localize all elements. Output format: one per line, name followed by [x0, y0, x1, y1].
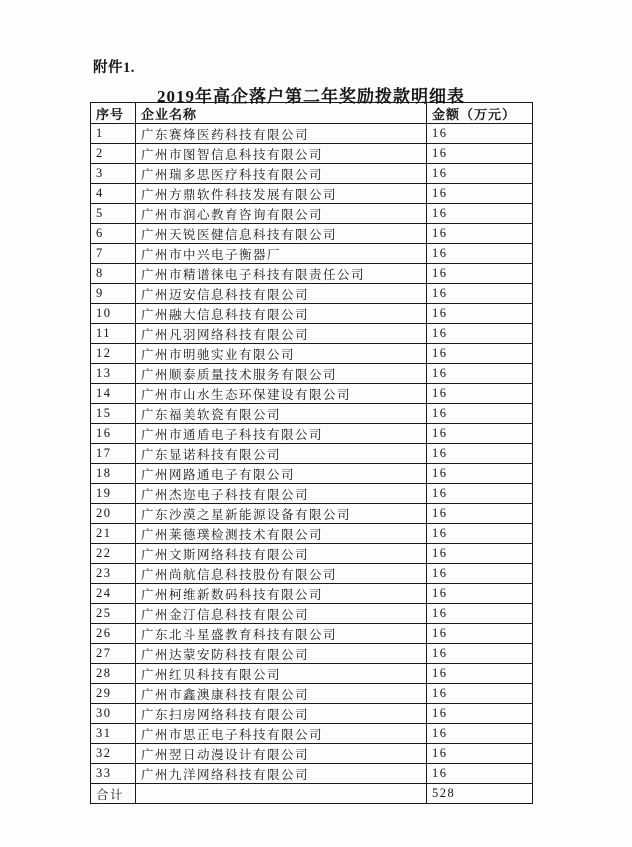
cell-serial-number: 9 [91, 284, 136, 304]
cell-serial-number: 20 [91, 504, 136, 524]
cell-serial-number: 7 [91, 244, 136, 264]
cell-serial-number: 26 [91, 624, 136, 644]
cell-amount: 16 [427, 664, 533, 684]
cell-serial-number: 29 [91, 684, 136, 704]
cell-serial-number: 2 [91, 144, 136, 164]
cell-amount: 16 [427, 724, 533, 744]
cell-company-name: 广东显诺科技有限公司 [136, 444, 427, 464]
cell-amount: 16 [427, 364, 533, 384]
cell-serial-number: 30 [91, 704, 136, 724]
attachment-label: 附件1. [93, 60, 135, 76]
cell-serial-number: 17 [91, 444, 136, 464]
cell-amount: 16 [427, 484, 533, 504]
cell-serial-number: 11 [91, 324, 136, 344]
cell-company-name: 广州网路通电子有限公司 [136, 464, 427, 484]
cell-company-name: 广州柯维新数码科技有限公司 [136, 584, 427, 604]
cell-amount: 16 [427, 584, 533, 604]
cell-serial-number: 31 [91, 724, 136, 744]
cell-company-name: 广州市思正电子科技有限公司 [136, 724, 427, 744]
table-row [91, 404, 533, 424]
cell-company-name: 广州顺泰质量技术服务有限公司 [136, 364, 427, 384]
cell-company-name: 广州九洋网络科技有限公司 [136, 764, 427, 784]
cell-serial-number: 5 [91, 204, 136, 224]
table-body [91, 124, 533, 784]
cell-company-name: 广东北斗星盛教育科技有限公司 [136, 624, 427, 644]
table-row [91, 384, 533, 404]
cell-amount: 16 [427, 744, 533, 764]
cell-company-name: 广州翌日动漫设计有限公司 [136, 744, 427, 764]
cell-serial-number: 33 [91, 764, 136, 784]
table-row [91, 764, 533, 784]
cell-amount: 16 [427, 504, 533, 524]
cell-amount: 16 [427, 404, 533, 424]
cell-company-name: 广州市润心教育咨询有限公司 [136, 204, 427, 224]
total-empty-cell [136, 784, 427, 804]
cell-company-name: 广州尚航信息科技股份有限公司 [136, 564, 427, 584]
cell-company-name: 广州市中兴电子衡器厂 [136, 244, 427, 264]
cell-serial-number: 18 [91, 464, 136, 484]
cell-amount: 16 [427, 344, 533, 364]
table-row [91, 204, 533, 224]
table-row [91, 704, 533, 724]
table-row [91, 544, 533, 564]
cell-company-name: 广州市精谱徕电子科技有限责任公司 [136, 264, 427, 284]
table-row [91, 744, 533, 764]
cell-company-name: 广东沙漠之星新能源设备有限公司 [136, 504, 427, 524]
total-row [91, 784, 533, 804]
reward-table [90, 102, 533, 804]
cell-company-name: 广州天锐医健信息科技有限公司 [136, 224, 427, 244]
table-row [91, 564, 533, 584]
cell-amount: 16 [427, 564, 533, 584]
cell-serial-number: 14 [91, 384, 136, 404]
table-row [91, 324, 533, 344]
cell-serial-number: 28 [91, 664, 136, 684]
cell-amount: 16 [427, 384, 533, 404]
cell-company-name: 广东扫房网络科技有限公司 [136, 704, 427, 724]
cell-serial-number: 3 [91, 164, 136, 184]
cell-company-name: 广州市鑫澳康科技有限公司 [136, 684, 427, 704]
cell-serial-number: 6 [91, 224, 136, 244]
cell-amount: 16 [427, 524, 533, 544]
table-row [91, 224, 533, 244]
cell-serial-number: 32 [91, 744, 136, 764]
cell-amount: 16 [427, 264, 533, 284]
cell-amount: 16 [427, 324, 533, 344]
cell-serial-number: 1 [91, 124, 136, 144]
cell-company-name: 广州达蒙安防科技有限公司 [136, 644, 427, 664]
cell-serial-number: 15 [91, 404, 136, 424]
cell-serial-number: 10 [91, 304, 136, 324]
cell-amount: 16 [427, 624, 533, 644]
header-company-name: 企业名称 [136, 103, 427, 124]
cell-serial-number: 4 [91, 184, 136, 204]
table-row [91, 644, 533, 664]
cell-amount: 16 [427, 684, 533, 704]
cell-company-name: 广州凡羽网络科技有限公司 [136, 324, 427, 344]
cell-amount: 16 [427, 204, 533, 224]
cell-company-name: 广州金汀信息科技有限公司 [136, 604, 427, 624]
cell-amount: 16 [427, 244, 533, 264]
table-row [91, 664, 533, 684]
table-row [91, 484, 533, 504]
table-row [91, 364, 533, 384]
cell-amount: 16 [427, 304, 533, 324]
table-row [91, 284, 533, 304]
table-row [91, 444, 533, 464]
cell-serial-number: 24 [91, 584, 136, 604]
total-label: 合计 [91, 784, 136, 804]
cell-amount: 16 [427, 444, 533, 464]
cell-amount: 16 [427, 144, 533, 164]
cell-company-name: 广州市明驰实业有限公司 [136, 344, 427, 364]
cell-company-name: 广州迈安信息科技有限公司 [136, 284, 427, 304]
cell-serial-number: 27 [91, 644, 136, 664]
cell-company-name: 广州方鼎软件科技发展有限公司 [136, 184, 427, 204]
table-row [91, 584, 533, 604]
cell-amount: 16 [427, 284, 533, 304]
cell-company-name: 广州融大信息科技有限公司 [136, 304, 427, 324]
cell-serial-number: 19 [91, 484, 136, 504]
table-row [91, 604, 533, 624]
cell-amount: 16 [427, 124, 533, 144]
table-row [91, 424, 533, 444]
cell-company-name: 广州杰迩电子科技有限公司 [136, 484, 427, 504]
cell-amount: 16 [427, 464, 533, 484]
table-row [91, 464, 533, 484]
table-header-row [91, 103, 533, 124]
table-row [91, 184, 533, 204]
cell-amount: 16 [427, 224, 533, 244]
cell-amount: 16 [427, 644, 533, 664]
cell-amount: 16 [427, 164, 533, 184]
cell-serial-number: 16 [91, 424, 136, 444]
table-row [91, 124, 533, 144]
cell-serial-number: 8 [91, 264, 136, 284]
cell-company-name: 广州市山水生态环保建设有限公司 [136, 384, 427, 404]
cell-amount: 16 [427, 764, 533, 784]
cell-company-name: 广东福美软瓷有限公司 [136, 404, 427, 424]
table-row [91, 524, 533, 544]
table-row [91, 164, 533, 184]
cell-company-name: 广州市通盾电子科技有限公司 [136, 424, 427, 444]
cell-serial-number: 22 [91, 544, 136, 564]
header-serial-number: 序号 [91, 103, 136, 124]
page-title: 2019年高企落户第二年奖励拨款明细表 [157, 87, 465, 106]
cell-amount: 16 [427, 704, 533, 724]
total-amount: 528 [427, 784, 533, 804]
cell-serial-number: 23 [91, 564, 136, 584]
cell-amount: 16 [427, 184, 533, 204]
cell-company-name: 广州莱德璞检测技术有限公司 [136, 524, 427, 544]
cell-company-name: 广东赛烽医药科技有限公司 [136, 124, 427, 144]
table-row [91, 144, 533, 164]
table-row [91, 684, 533, 704]
table-row [91, 304, 533, 324]
cell-serial-number: 12 [91, 344, 136, 364]
cell-company-name: 广州文斯网络科技有限公司 [136, 544, 427, 564]
header-amount: 金额（万元） [427, 103, 533, 124]
cell-company-name: 广州红贝科技有限公司 [136, 664, 427, 684]
cell-company-name: 广州瑞多思医疗科技有限公司 [136, 164, 427, 184]
table-row [91, 244, 533, 264]
table-row [91, 264, 533, 284]
cell-amount: 16 [427, 604, 533, 624]
table-row [91, 344, 533, 364]
cell-amount: 16 [427, 424, 533, 444]
cell-serial-number: 25 [91, 604, 136, 624]
cell-serial-number: 13 [91, 364, 136, 384]
cell-company-name: 广州市图智信息科技有限公司 [136, 144, 427, 164]
cell-amount: 16 [427, 544, 533, 564]
table-row [91, 724, 533, 744]
table-row [91, 504, 533, 524]
table-row [91, 624, 533, 644]
cell-serial-number: 21 [91, 524, 136, 544]
